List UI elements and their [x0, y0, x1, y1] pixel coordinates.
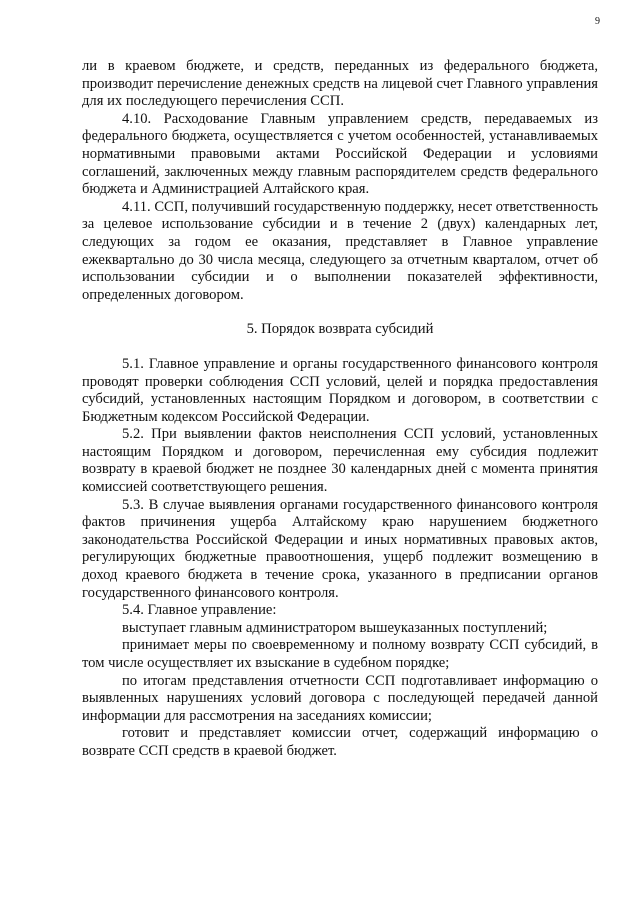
paragraph-4-11: 4.11. ССП, получивший государственную поддержку, несет ответственность за целевое использование субсидии и в течение 2 (двух) календарных лет, следующих за годом ее оказания, представляет в Главное управление ежеквартально до 30 числа месяца, следующего за отчетным кварталом, отчет об использовании субсидии и о выполнении показателей эффективности, определенных договором. [82, 198, 598, 303]
list-item: готовит и представляет комиссии отчет, содержащий информацию о возврате ССП средств в краевой бюджет. [82, 725, 598, 759]
list-item: принимает меры по своевременному и полному возврату ССП субсидий, в том числе осуществляет их взыскание в судебном порядке; [82, 637, 598, 671]
list-item: по итогам представления отчетности ССП подготавливает информацию о выявленных нарушениях условий договора с последующей передачей данной информации для рассмотрения на заседаниях комиссии; [82, 672, 598, 724]
paragraph-5-2: 5.2. При выявлении фактов неисполнения ССП условий, установленных настоящим Порядком и договором, перечисленная ему субсидия подлежит возврату в краевой бюджет не позднее 30 календарных дней с момента принятия комиссией соответствующего решения. [82, 426, 598, 496]
paragraph-5-3: 5.3. В случае выявления органами государственного финансового контроля фактов причинения ущерба Алтайскому краю нарушением бюджетного законодательства Российской Федерации и иных нормативных правовых актов, регулирующих бюджетные правоотношения, ущерб подлежит возмещению в доход краевого бюджета в течение срока, указанного в предписании органов государственного финансового контроля. [82, 496, 598, 601]
section-heading: 5. Порядок возврата субсидий [246, 321, 434, 338]
document-body [82, 58, 598, 761]
paragraph-5-4: 5.4. Главное управление: [122, 602, 277, 619]
paragraph-continuation: ли в краевом бюджете, и средств, переданных из федерального бюджета, производит перечисление денежных средств на лицевой счет Главного управления для их последующего перечисления ССП. [82, 58, 598, 110]
paragraph-5-1: 5.1. Главное управление и органы государственного финансового контроля проводят проверки соблюдения ССП условий, целей и порядка предоставления субсидий, установленных настоящим Порядком и договором, в соответствии с Бюджетным кодексом Российской Федерации. [82, 355, 598, 425]
page-number: 9 [595, 16, 600, 27]
paragraph-4-10: 4.10. Расходование Главным управлением средств, передаваемых из федерального бюджета, осуществляется с учетом особенностей, устанавливаемых нормативными правовыми актами Российской Федерации и условиями соглашений, заключенных между главным распорядителем средств федерального бюджета и Администрацией Алтайского края. [82, 110, 598, 198]
list-item: выступает главным администратором вышеуказанных поступлений; [122, 619, 548, 636]
